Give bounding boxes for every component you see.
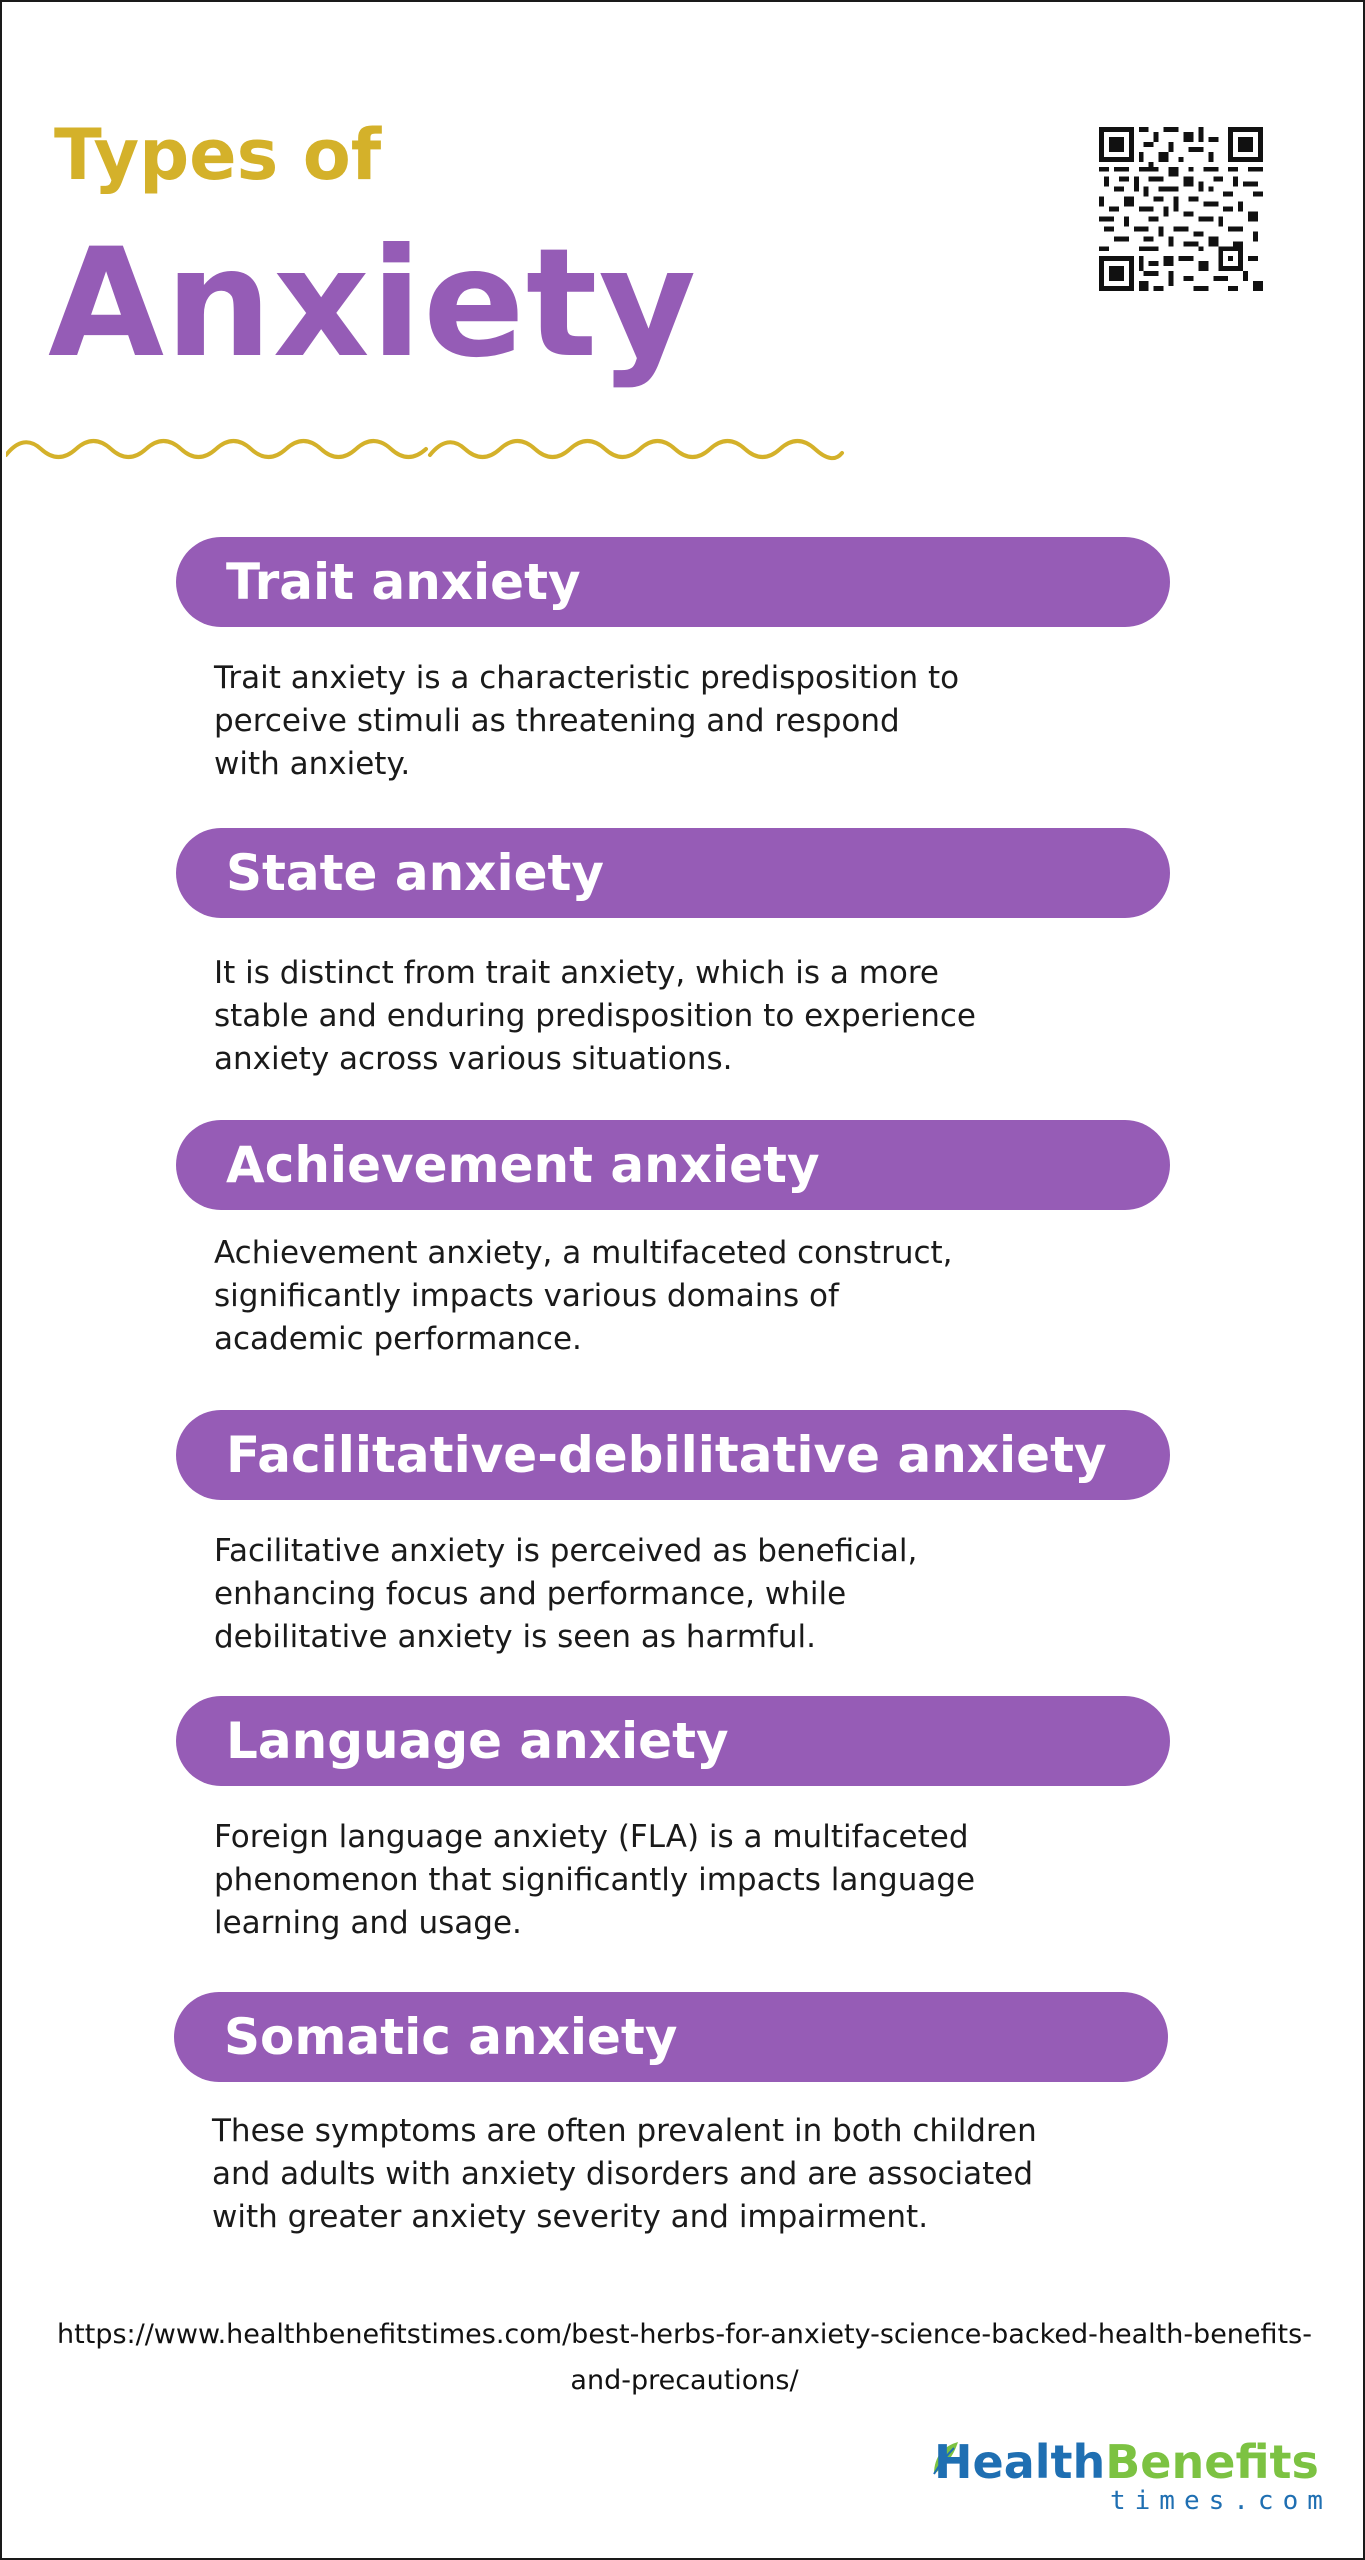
decorative-wave-divider (6, 427, 846, 467)
section-description: It is distinct from trait anxiety, which is a more stable and enduring predisposition to experience anxiety across various situations. (214, 955, 976, 1077)
section-header-pill (176, 1696, 1170, 1786)
section-header-pill (176, 537, 1170, 627)
section-title: Achievement anxiety (226, 1136, 820, 1194)
section-description: Achievement anxiety, a multifaceted construct, significantly impacts various domains of academic performance. (214, 1235, 953, 1357)
title-anxiety: Anxiety (48, 217, 698, 391)
section-title: Facilitative-debilitative anxiety (226, 1426, 1107, 1484)
section-title: State anxiety (226, 844, 605, 902)
section-description: Foreign language anxiety (FLA) is a multifaceted phenomenon that significantly impacts language learning and usage. (214, 1819, 976, 1941)
section-title: Somatic anxiety (224, 2008, 678, 2066)
section-header-pill (176, 1410, 1170, 1500)
section-header-pill (176, 828, 1170, 918)
source-url[interactable] (22, 2312, 1347, 2404)
title-types-of: Types of (54, 114, 382, 196)
health-benefits-times-logo (934, 2434, 1334, 2524)
section-title: Trait anxiety (226, 553, 581, 611)
section-header-pill (174, 1992, 1168, 2082)
qr-code-icon (1099, 127, 1263, 291)
logo-domain-text: times.com (1110, 2486, 1332, 2516)
section-description: Trait anxiety is a characteristic predisposition to perceive stimuli as threatening and respond with anxiety. (214, 660, 960, 782)
section-title: Language anxiety (226, 1712, 729, 1770)
logo-wordmark (934, 2434, 1319, 2490)
source-url-line-2[interactable]: and-precautions/ (570, 2365, 799, 2396)
section-description: Facilitative anxiety is perceived as beneficial, enhancing focus and performance, while debilitative anxiety is seen as harmful. (214, 1533, 918, 1655)
logo-benefits-text: Benefits (1105, 2435, 1319, 2489)
source-url-line-1[interactable]: https://www.healthbenefitstimes.com/best-herbs-for-anxiety-science-backed-health-benefits- (57, 2319, 1312, 2350)
section-header-pill (176, 1120, 1170, 1210)
logo-health-text: Health (934, 2435, 1106, 2489)
section-description: These symptoms are often prevalent in both children and adults with anxiety disorders and are associated with greater anxiety severity and impairment. (212, 2113, 1037, 2235)
